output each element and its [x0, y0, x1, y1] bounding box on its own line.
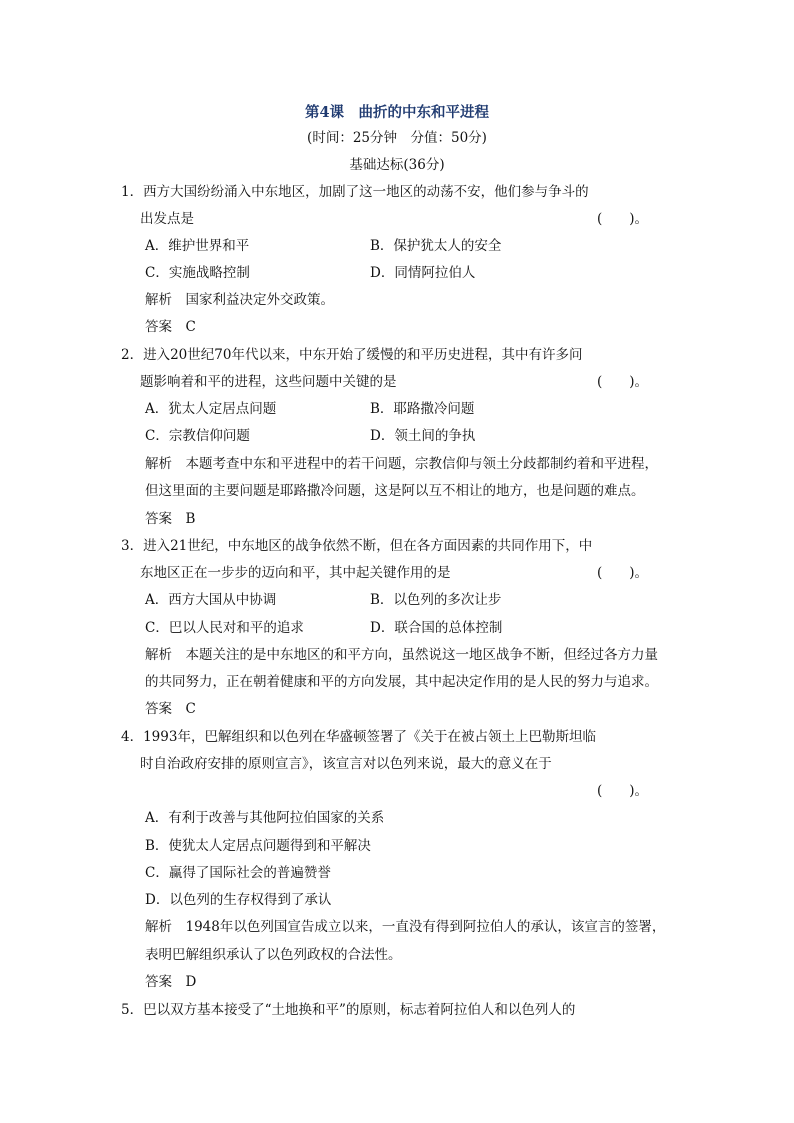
q2-stem-line1: 2．进入20世纪70年代以来，中东开始了缓慢的和平历史进程，其中有许多问 [121, 347, 583, 363]
q4-answer: 答案 D [145, 974, 197, 990]
q2-option-c: C．宗教信仰问题 [145, 428, 250, 444]
q3-option-c: C．巴以人民对和平的追求 [145, 620, 304, 636]
q1-answer: 答案 C [145, 319, 196, 335]
q2-option-a: A．犹太人定居点问题 [145, 401, 277, 417]
q1-option-c: C．实施战略控制 [145, 265, 250, 281]
q2-answer-bracket: ( )。 [597, 374, 649, 390]
q2-analysis-line2: 但这里面的主要问题是耶路撒冷问题，这是阿以互不相让的地方，也是问题的难点。 [145, 483, 645, 499]
q4-analysis-line2: 表明巴解组织承认了以色列政权的合法性。 [145, 947, 402, 963]
lesson-title: 第4课 曲折的中东和平进程 [304, 104, 490, 121]
q1-answer-bracket: ( )。 [597, 211, 649, 227]
q3-analysis-line2: 的共同努力，正在朝着健康和平的方向发展，其中起决定作用的是人民的努力与追求。 [145, 674, 658, 690]
q2-option-d: D．领土间的争执 [370, 428, 476, 444]
q4-option-a: A．有利于改善与其他阿拉伯国家的关系 [145, 810, 385, 826]
q3-answer: 答案 C [145, 701, 196, 717]
q4-answer-bracket: ( )。 [597, 783, 649, 799]
q3-stem-line2: 东地区正在一步步的迈向和平，其中起关键作用的是 [140, 565, 451, 581]
q1-option-a: A．维护世界和平 [145, 238, 250, 254]
q5-stem-line1: 5．巴以双方基本接受了“土地换和平”的原则，标志着阿拉伯人和以色列人的 [121, 1002, 576, 1018]
section-heading: 基础达标(36分) [349, 157, 445, 173]
q4-analysis-line1: 解析 1948年以色列国宣告成立以来，一直没有得到阿拉伯人的承认，该宣言的签署， [145, 919, 666, 935]
q4-stem-line2: 时自治政府安排的原则宣言》，该宣言对以色列来说，最大的意义在于 [140, 756, 552, 772]
q4-option-c: C．赢得了国际社会的普遍赞誉 [145, 865, 331, 881]
q2-analysis-line1: 解析 本题考查中东和平进程中的若干问题，宗教信仰与领土分歧都制约着和平进程， [145, 456, 658, 472]
q1-option-d: D．同情阿拉伯人 [370, 265, 476, 281]
time-score-info: (时间：25分钟 分值：50分) [307, 130, 487, 146]
q2-stem-line2: 题影响着和平的进程，这些问题中关键的是 [140, 374, 397, 390]
q3-option-a: A．西方大国从中协调 [145, 592, 277, 608]
q2-option-b: B．耶路撒冷问题 [370, 401, 475, 417]
q2-answer: 答案 B [145, 511, 196, 527]
q1-analysis: 解析 国家利益决定外交政策。 [145, 292, 334, 308]
q4-option-d: D．以色列的生存权得到了承认 [145, 892, 332, 908]
q3-option-b: B．以色列的多次让步 [370, 592, 502, 608]
q1-stem-line1: 1．西方大国纷纷涌入中东地区，加剧了这一地区的动荡不安，他们参与争斗的 [121, 184, 589, 200]
q3-option-d: D．联合国的总体控制 [370, 620, 503, 636]
q3-stem-line1: 3．进入21世纪，中东地区的战争依然不断，但在各方面因素的共同作用下，中 [121, 538, 593, 554]
q3-analysis-line1: 解析 本题关注的是中东地区的和平方向，虽然说这一地区战争不断，但经过各方力量 [145, 647, 658, 663]
q4-option-b: B．使犹太人定居点问题得到和平解决 [145, 838, 371, 854]
q1-option-b: B．保护犹太人的安全 [370, 238, 502, 254]
q1-stem-line2: 出发点是 [140, 211, 194, 227]
q4-stem-line1: 4．1993年，巴解组织和以色列在华盛顿签署了《关于在被占领土上巴勒斯坦临 [121, 729, 596, 745]
q3-answer-bracket: ( )。 [597, 565, 649, 581]
